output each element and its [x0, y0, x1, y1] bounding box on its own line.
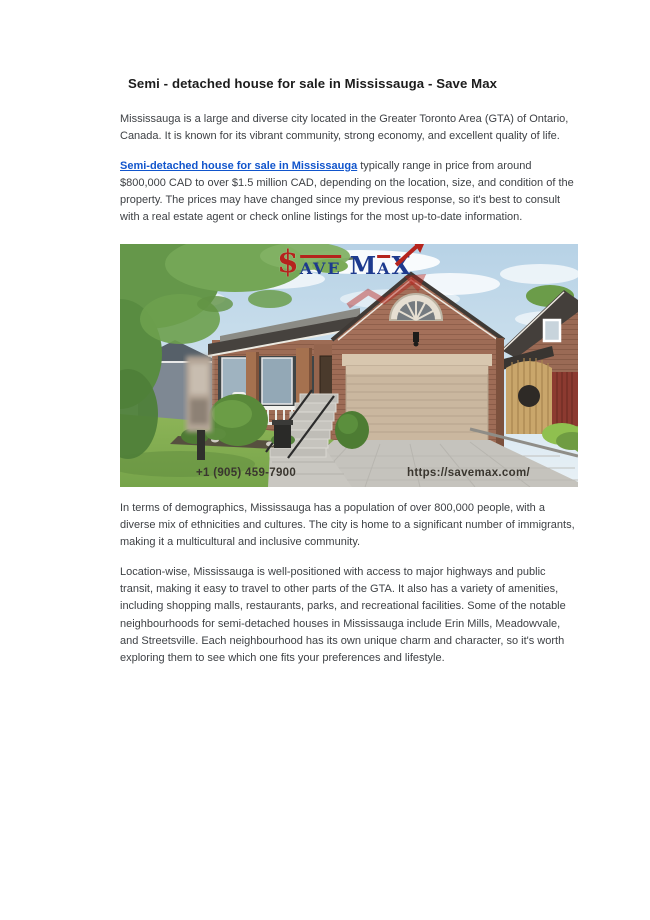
- listing-photo: [120, 244, 578, 487]
- paragraph-intro: Mississauga is a large and diverse city located in the Greater Toronto Area (GTA) of Ontario, Canada. It is known for its vibrant community, strong economy, and excellent quality of life.: [120, 113, 569, 143]
- page-title: Semi - detached house for sale in Mississauga - Save Max: [128, 76, 498, 91]
- blurred-sign: [186, 356, 212, 432]
- porch-window: [262, 358, 292, 404]
- logo-ave-text: AVE: [300, 255, 342, 277]
- logo-dollar-glyph: $: [277, 243, 299, 280]
- document-content: [120, 76, 578, 679]
- gate-ornament: [518, 385, 540, 407]
- porch-lamp: [413, 332, 419, 347]
- phone-number: +1 (905) 459-7900: [196, 466, 297, 479]
- website-url: https://savemax.com/: [407, 466, 530, 479]
- paragraph-pricing: [120, 158, 578, 227]
- planter-box: [272, 420, 293, 448]
- sign-post: [197, 430, 205, 460]
- paragraph-location: Location-wise, Mississauga is well-positioned with access to major highways and public transit, making it easy to travel to other parts of the GTA. It also has a variety of amenities, including shopping malls, restaurants, parks, and recreational facilities. Some of the notable neighbourhoods for semi-detached houses in Mississauga include Erin Mills, Meadowvale, and Streetsville. Each neighbourhood has its own unique charm and character, so it's worth exploring them to see which one fits your preferences and lifestyle.: [120, 565, 566, 665]
- logo-x-text: X: [391, 250, 411, 280]
- paragraph-pricing-text: typically range in price from around $800,000 CAD to over $1.5 million CAD, depending on the location, size, and condition of the property. The prices may have changed since my previous response, so it's best to consult with a real estate agent or check online listings for the most up-to-date information.: [120, 159, 574, 224]
- listing-link[interactable]: Semi-detached house for sale in Mississauga: [120, 159, 358, 172]
- wooden-gate: [506, 358, 552, 434]
- logo-m-text: M: [349, 250, 377, 280]
- logo-a-text: A: [377, 255, 390, 277]
- paragraph-demographics: In terms of demographics, Mississauga has a population of over 800,000 people, with a diverse mix of ethnicities and cultures. The city is home to a significant number of immigrants, making it a multicultural and inclusive community.: [120, 501, 575, 549]
- logo-up-arrow-icon: [393, 244, 427, 268]
- logo-trend-arrow-icon: [346, 274, 436, 310]
- savemax-logo: [277, 243, 411, 280]
